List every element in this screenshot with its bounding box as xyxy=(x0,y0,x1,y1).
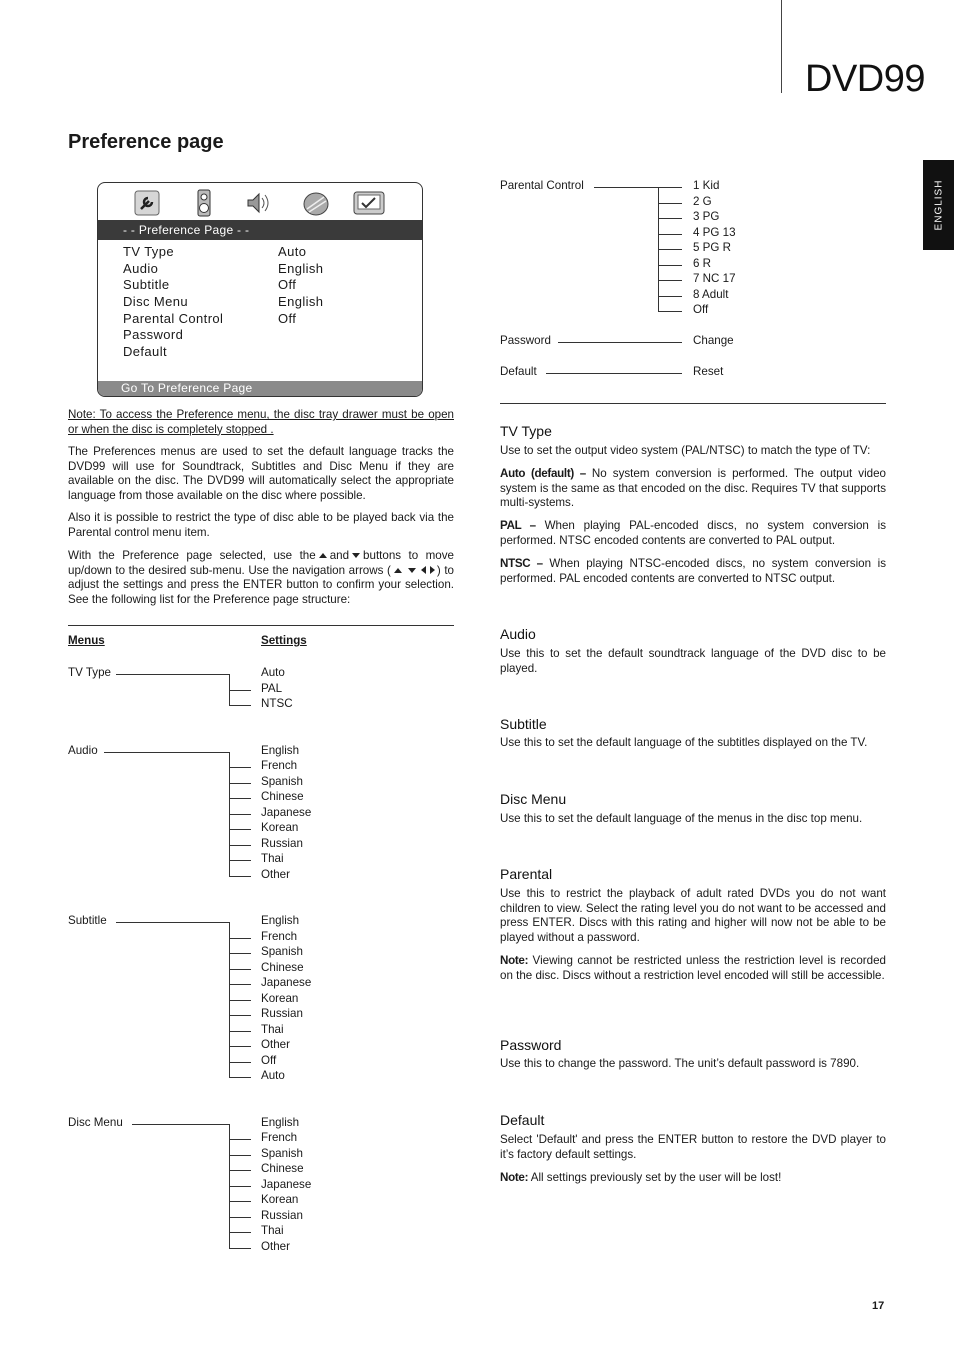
parental-description: Use this to restrict the playback of adult rated DVDs you do not want children to view. Select the rating level you do not want to be accessed and press ENTER. Discs with this rating and higher will now not be able to be played without a password. xyxy=(500,887,886,944)
parental-title: Parental xyxy=(500,866,553,882)
tree-connector xyxy=(229,798,251,799)
tree-menu-password: Password xyxy=(500,334,551,347)
tree-connector xyxy=(229,1139,251,1140)
preference-icon xyxy=(352,189,386,217)
divider xyxy=(500,403,886,404)
osd-footer: Go To Preference Page xyxy=(98,381,422,396)
osd-screen xyxy=(97,182,423,397)
tree-connector xyxy=(229,814,251,815)
osd-row-audio: Audio xyxy=(123,261,159,276)
navigation-paragraph: With the Preference page selected, use the and buttons to move up/down to the desired sub-menu. Use the navigation arrows ( ) to adjust the settings and press the ENTER button to confirm your selection. See the following list for the Preference page structure: xyxy=(68,549,454,606)
tree-setting-audio-other: Other xyxy=(261,867,290,881)
tree-menu-parental-control: Parental Control xyxy=(500,179,584,192)
tree-connector xyxy=(229,938,251,939)
tree-connector xyxy=(229,953,251,954)
tree-connector xyxy=(229,1170,251,1171)
tree-connector xyxy=(658,280,682,281)
tree-setting-parental-control-off: Off xyxy=(693,303,709,316)
language-tab xyxy=(923,160,954,250)
tree-connector xyxy=(229,1186,251,1187)
tree-menu-subtitle: Subtitle xyxy=(68,914,107,927)
tv-type-ntsc: NTSC – When playing NTSC-encoded discs, no system conversion is performed. PAL encoded contents are converted to NTSC output. xyxy=(500,557,887,585)
tree-connector xyxy=(658,296,682,297)
osd-row-parental-control: Parental Control xyxy=(123,311,224,326)
tree-setting-audio-spanish: Spanish xyxy=(261,774,303,788)
speaker-icon xyxy=(190,189,218,217)
tree-setting-disc-menu-other: Other xyxy=(261,1239,290,1253)
tree-connector xyxy=(229,1217,251,1218)
password-title: Password xyxy=(500,1037,562,1053)
tree-setting-subtitle-spanish: Spanish xyxy=(261,945,303,958)
tree-setting-tv-type-ntsc: NTSC xyxy=(261,697,293,710)
default-note: Note: All settings previously set by the user will be lost! xyxy=(500,1171,782,1184)
header-divider xyxy=(781,0,782,93)
tree-setting-subtitle-japanese: Japanese xyxy=(261,976,312,989)
model-name: DVD99 xyxy=(805,58,925,100)
tree-setting-disc-menu-japanese: Japanese xyxy=(261,1177,312,1191)
disc-icon xyxy=(302,189,330,217)
arrow-right-icon xyxy=(430,566,435,574)
tree-menu-disc-menu: Disc Menu xyxy=(68,1115,123,1129)
default-description: Select 'Default' and press the ENTER button to restore the DVD player to it’s factory default settings. xyxy=(500,1133,886,1161)
tree-connector xyxy=(229,969,251,970)
tv-type-description: Use to set the output video system (PAL/NTSC) to match the type of TV: xyxy=(500,444,871,457)
tree-setting-disc-menu-english: English xyxy=(261,1115,300,1129)
tree-connector xyxy=(229,1062,251,1063)
tree-setting-disc-menu-spanish: Spanish xyxy=(261,1146,303,1160)
access-note: Note: To access the Preference menu, the disc tray drawer must be open or when the disc is completely stopped . xyxy=(68,408,454,436)
wrench-icon xyxy=(133,189,161,217)
osd-row-password: Password xyxy=(123,327,184,342)
tree-setting-subtitle-russian: Russian xyxy=(261,1007,303,1020)
password-description: Use this to change the password. The unit’s default password is 7890. xyxy=(500,1057,860,1070)
disc-menu-title: Disc Menu xyxy=(500,791,567,807)
divider xyxy=(68,625,454,626)
osd-value-disc-menu: English xyxy=(278,294,324,309)
tree-setting-parental-control-4-pg-13: 4 PG 13 xyxy=(693,225,736,239)
tree-setting-parental-control-8-adult: 8 Adult xyxy=(693,287,729,301)
tree-connector xyxy=(116,922,229,923)
arrow-down-icon xyxy=(408,568,416,573)
tree-connector xyxy=(229,690,251,691)
tree-connector xyxy=(229,783,251,784)
tree-setting-subtitle-auto: Auto xyxy=(261,1069,285,1082)
tree-connector xyxy=(104,752,229,753)
tree-connector xyxy=(594,187,682,188)
tv-type-title: TV Type xyxy=(500,423,552,439)
tree-setting-parental-control-2-g: 2 G xyxy=(693,194,712,208)
tree-setting-parental-control-6-r: 6 R xyxy=(693,256,712,270)
audio-icon xyxy=(244,189,272,217)
tree-connector xyxy=(658,265,682,266)
tree-setting-subtitle-english: English xyxy=(261,914,300,927)
tree-setting-audio-chinese: Chinese xyxy=(261,790,304,803)
intro-paragraph: The Preferences menus are used to set the default language tracks the DVD99 will use for Soundtrack, Subtitles and Disc Menu if they are available on the disc. The DVD99 will automatically select the appropriate language from those available on the disc where possible. xyxy=(68,445,454,502)
tree-setting-disc-menu-thai: Thai xyxy=(261,1224,284,1237)
tree-setting-audio-english: English xyxy=(261,743,300,757)
parental-intro-paragraph: Also it is possible to restrict the type of disc able to be played back via the Parental control menu item. xyxy=(68,511,454,539)
tv-type-pal: PAL – When playing PAL-encoded discs, no system conversion is performed. NTSC encoded contents are converted to PAL output. xyxy=(500,519,886,547)
tree-setting-parental-control-3-pg: 3 PG xyxy=(693,210,720,223)
tree-setting-disc-menu-russian: Russian xyxy=(261,1208,303,1222)
osd-row-disc-menu: Disc Menu xyxy=(123,294,189,309)
tree-connector xyxy=(229,1000,251,1001)
tree-connector xyxy=(229,1155,251,1156)
tree-setting-parental-control-5-pg-r: 5 PG R xyxy=(693,241,732,254)
tree-menu-audio: Audio xyxy=(68,743,98,757)
tree-connector xyxy=(132,1124,229,1125)
tree-setting-audio-thai: Thai xyxy=(261,852,284,865)
tree-connector xyxy=(229,1248,251,1249)
tree-connector xyxy=(658,203,682,204)
arrow-down-icon xyxy=(352,553,360,558)
page-number: 17 xyxy=(872,1300,885,1312)
tree-connector xyxy=(658,311,682,312)
tree-connector xyxy=(229,1077,251,1078)
tree-setting-disc-menu-french: French xyxy=(261,1131,298,1144)
osd-row-tv-type: TV Type xyxy=(123,244,174,259)
osd-value-parental-control: Off xyxy=(278,311,297,326)
tree-setting-disc-menu-chinese: Chinese xyxy=(261,1162,304,1175)
tree-setting-audio-japanese: Japanese xyxy=(261,805,312,819)
tree-setting-audio-french: French xyxy=(261,759,298,772)
subtitle-title: Subtitle xyxy=(500,716,547,732)
parental-note: Note: Viewing cannot be restricted unless the restriction level is recorded on the disc. Discs without a restriction level encoded will still be accessible. xyxy=(500,954,886,982)
tree-setting-default-reset: Reset xyxy=(693,365,724,378)
tree-setting-parental-control-7-nc-17: 7 NC 17 xyxy=(693,272,736,285)
tree-connector xyxy=(229,1046,251,1047)
arrow-up-icon xyxy=(319,553,327,558)
tree-connector xyxy=(229,1201,251,1202)
tree-connector xyxy=(229,984,251,985)
tree-setting-tv-type-auto: Auto xyxy=(261,666,285,679)
subtitle-description: Use this to set the default language of the subtitles displayed on the TV. xyxy=(500,736,868,749)
arrow-left-icon xyxy=(421,566,426,574)
tree-connector xyxy=(229,829,251,830)
tree-connector xyxy=(229,845,251,846)
tree-setting-subtitle-off: Off xyxy=(261,1053,277,1067)
tree-connector xyxy=(658,218,682,219)
tree-connector xyxy=(229,1031,251,1032)
tree-menu-tv-type: TV Type xyxy=(68,666,111,679)
osd-value-tv-type: Auto xyxy=(278,244,307,259)
tree-connector xyxy=(658,249,682,250)
tree-menu-default: Default xyxy=(500,365,537,378)
tree-setting-parental-control-1-kid: 1 Kid xyxy=(693,179,720,192)
osd-row-subtitle: Subtitle xyxy=(123,277,170,292)
menus-heading: Menus xyxy=(68,634,105,647)
tv-type-auto: Auto (default) – No system conversion is performed. The output video system is the same as that encoded on the disc. Requires TV that supports multi-systems. xyxy=(500,467,887,510)
audio-description: Use this to set the default soundtrack language of the DVD disc to be played. xyxy=(500,647,886,675)
osd-value-subtitle: Off xyxy=(278,277,297,292)
tree-setting-subtitle-korean: Korean xyxy=(261,991,299,1005)
tree-connector xyxy=(229,1015,251,1016)
tree-setting-audio-korean: Korean xyxy=(261,821,299,834)
default-title: Default xyxy=(500,1112,545,1128)
tree-connector xyxy=(229,705,251,706)
settings-heading: Settings xyxy=(261,634,307,647)
language-tab-label: ENGLISH xyxy=(933,179,944,231)
tree-connector xyxy=(229,767,251,768)
tree-connector xyxy=(229,876,251,877)
tree-connector xyxy=(658,234,682,235)
osd-header: - - Preference Page - - xyxy=(98,220,422,240)
tree-connector xyxy=(546,373,682,374)
tree-setting-disc-menu-korean: Korean xyxy=(261,1193,299,1206)
osd-row-default: Default xyxy=(123,344,167,359)
tree-setting-audio-russian: Russian xyxy=(261,836,303,850)
tree-setting-subtitle-other: Other xyxy=(261,1038,290,1051)
audio-title: Audio xyxy=(500,626,536,642)
osd-value-audio: English xyxy=(278,261,324,276)
disc-menu-description: Use this to set the default language of the menus in the disc top menu. xyxy=(500,812,863,825)
tree-setting-password-change: Change xyxy=(693,334,734,347)
page-title: Preference page xyxy=(68,131,224,153)
tree-setting-subtitle-chinese: Chinese xyxy=(261,960,304,974)
tree-setting-subtitle-french: French xyxy=(261,929,298,943)
tree-setting-subtitle-thai: Thai xyxy=(261,1022,284,1036)
tree-setting-tv-type-pal: PAL xyxy=(261,681,283,695)
tree-connector xyxy=(558,342,682,343)
tree-connector xyxy=(229,860,251,861)
tree-connector xyxy=(116,674,229,675)
arrow-up-icon xyxy=(394,568,402,573)
tree-connector xyxy=(229,1232,251,1233)
